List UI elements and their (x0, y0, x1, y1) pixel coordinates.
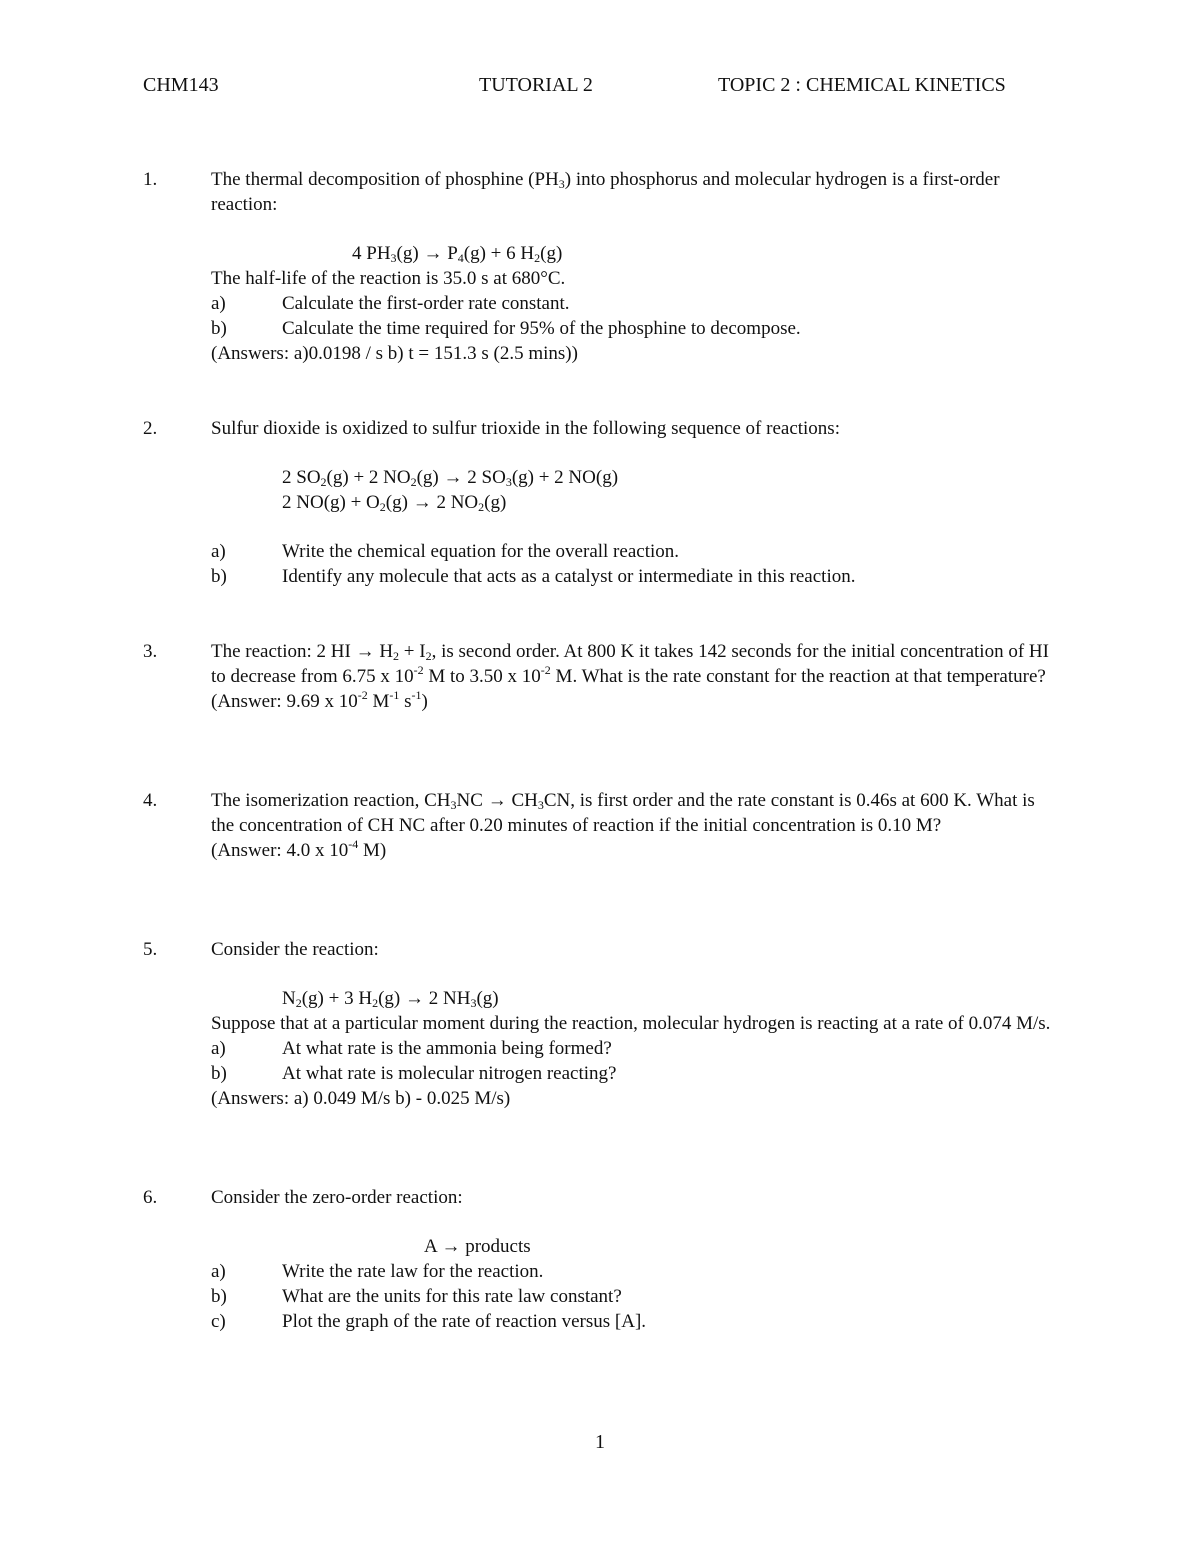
sub-question-a: a) At what rate is the ammonia being formed? (211, 1038, 612, 1059)
sub-question-c: c) Plot the graph of the rate of reaction versus [A]. (211, 1311, 647, 1332)
reaction-arrow-icon: → (355, 641, 375, 662)
sub-question-b: b) Identify any molecule that acts as a catalyst or intermediate in this reaction. (211, 566, 856, 587)
page-number: 1 (595, 1431, 605, 1453)
answer-text: (Answer: 9.69 x $10^{-2}$ $M^{-1}$ $s^{-1}$) (211, 688, 428, 712)
question-body (211, 937, 1061, 1111)
sub-question-b: b) At what rate is molecular nitrogen reacting? (211, 1063, 617, 1084)
question-body (211, 639, 1061, 714)
reaction-equation-1: 2 $SO_2(g) + 2$ $NO_2(g) \to 2$ $SO_3(g) + 2$ NO(g) (282, 467, 619, 489)
reaction-equation-2: 2 $NO(g) + O_2(g) \to 2$ $NO_2(g)$ (282, 492, 507, 514)
rate-statement: Suppose that at a particular moment during the reaction, molecular hydrogen is reacting at a rate of 0.074 M/s. (211, 1013, 1051, 1034)
sub-question-a: a) Write the rate law for the reaction. (211, 1261, 544, 1282)
reaction-arrow-icon: → (423, 243, 443, 264)
question-text: Sulfur dioxide is oxidized to sulfur trioxide in the following sequence of reactions: (211, 418, 840, 439)
sub-question-b: b) Calculate the time required for 95% of the phosphine to decompose. (211, 318, 801, 339)
question-number: 3. (143, 641, 158, 662)
reaction-arrow-icon: → (487, 790, 507, 811)
question-body (211, 167, 1061, 366)
question-text: The reaction: 2 HI → $H_2 + I_2$, is second order. At 800 K it takes 142 seconds for the initial concentration of HI to decrease from 6.75 x $10^{-2}$ M to 3.50 x $10^{-2}$ M. What is the rate constant for the reaction at that temperature? (211, 641, 1049, 687)
question-number: 4. (143, 790, 158, 811)
answer-text: (Answers: a)0.0198 / s b) t = 151.3 s (2.5 mins)) (211, 343, 578, 364)
header-tutorial: TUTORIAL 2 (479, 74, 593, 96)
header-topic: TOPIC 2 : CHEMICAL KINETICS (718, 74, 1006, 96)
header-course: CHM143 (143, 74, 219, 96)
sub-question-a: a) Calculate the first-order rate constant. (211, 293, 570, 314)
question-text: The isomerization reaction, $CH_3NC \to CH_3CN$, is first order and the rate constant is 0.46s at 600 K. What is the concentration of CH NC after 0.20 minutes of reaction if the initial concentration is 0.10 M? (211, 790, 1035, 836)
question-number: 1. (143, 169, 158, 190)
reaction-equation: A → products (424, 1236, 531, 1257)
answer-text: (Answers: a) 0.049 M/s b) - 0.025 M/s) (211, 1088, 511, 1109)
question-text: Consider the reaction: (211, 939, 379, 960)
question-body (211, 1185, 1061, 1334)
question-number: 6. (143, 1187, 158, 1208)
sub-question-b: b) What are the units for this rate law constant? (211, 1286, 622, 1307)
question-text: The thermal decomposition of phosphine $(PH_3)$ into phosphorus and molecular hydrogen is a first-order reaction: (211, 169, 1000, 215)
question-number: 2. (143, 418, 158, 439)
question-body (211, 416, 1061, 589)
reaction-equation: $N_2(g) + 3$ $H_2(g) \to 2$ $NH_3(g)$ (282, 988, 499, 1010)
question-number: 5. (143, 939, 158, 960)
reaction-arrow-icon: → (441, 1236, 461, 1257)
question-text: Consider the zero-order reaction: (211, 1187, 463, 1208)
half-life-statement: The half-life of the reaction is 35.0 s at 680°C. (211, 268, 566, 289)
answer-text: (Answer: 4.0 x $10^{-4}$ M) (211, 837, 387, 861)
sub-question-a: a) Write the chemical equation for the overall reaction. (211, 541, 679, 562)
reaction-arrow-icon: → (404, 988, 424, 1009)
reaction-equation: 4 $PH_3(g) \to P_4(g) + 6$ $H_2(g)$ (352, 243, 563, 265)
question-body (211, 788, 1061, 863)
